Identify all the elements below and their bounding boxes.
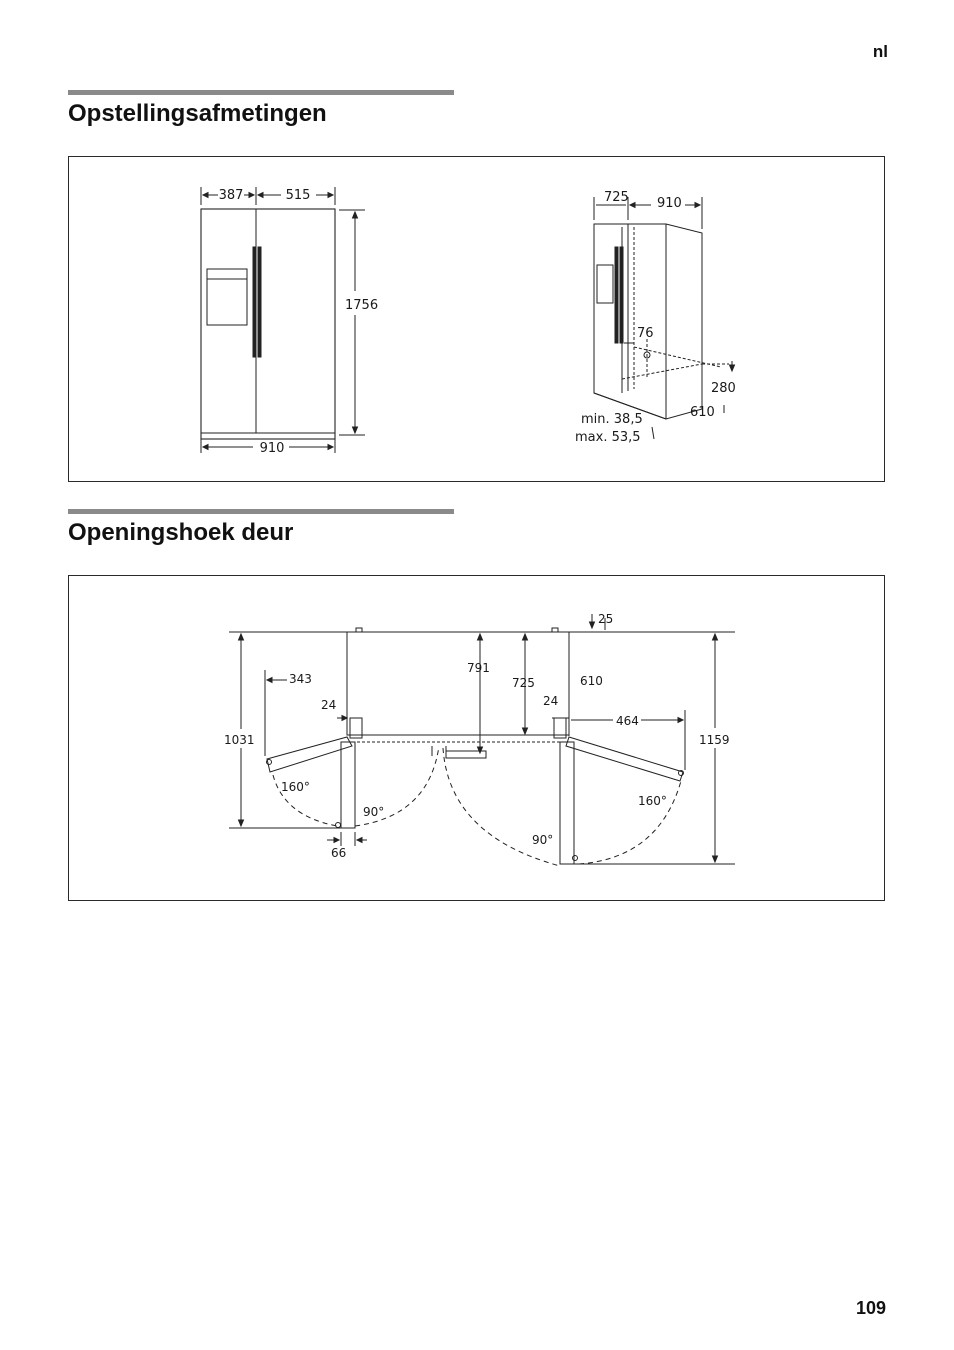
side-dim-280: 280 — [711, 381, 736, 396]
door-opening-angle-drawing — [69, 576, 886, 902]
side-dim-76: 76 — [637, 326, 654, 341]
fridge-top-view — [347, 628, 569, 758]
front-dim-1756: 1756 — [345, 298, 379, 313]
section-divider-door — [68, 509, 454, 514]
language-code: nl — [872, 42, 888, 61]
side-max-gap: max. 53,5 — [575, 430, 641, 445]
door-angle-90-left: 90° — [363, 805, 385, 819]
door-dim-1159: 1159 — [699, 733, 730, 747]
section-title-door-opening-angle: Openingshoek deur — [68, 519, 294, 546]
door-dim-610: 610 — [580, 674, 603, 688]
door-dim-464: 464 — [616, 714, 639, 728]
installation-dimensions-drawing — [69, 157, 886, 483]
front-height-dimension — [339, 210, 365, 435]
door-angle-160-right: 160° — [638, 794, 667, 808]
right-door-positions — [443, 718, 684, 866]
side-min-gap: min. 38,5 — [581, 412, 643, 427]
side-dim-725: 725 — [604, 190, 629, 205]
door-dim-791: 791 — [467, 661, 490, 675]
door-opening-angle-figure — [68, 575, 885, 901]
front-dim-387: 387 — [218, 188, 244, 203]
section-title-installation-dimensions: Opstellingsafmetingen — [68, 100, 327, 127]
side-dim-610: 610 — [690, 405, 715, 420]
fridge-front-view — [201, 209, 335, 439]
side-dim-910: 910 — [657, 196, 682, 211]
door-dim-25: 25 — [598, 612, 614, 626]
door-angle-160-left: 160° — [281, 780, 310, 794]
front-dim-515: 515 — [285, 188, 311, 203]
door-dim-66: 66 — [331, 846, 347, 860]
door-dim-1031: 1031 — [224, 733, 255, 747]
door-dim-24-left: 24 — [321, 698, 337, 712]
door-dimension-lines — [229, 614, 735, 864]
section-divider-installation — [68, 90, 454, 95]
front-dim-910: 910 — [259, 441, 285, 456]
door-angle-90-right: 90° — [532, 833, 554, 847]
page-number: 109 — [855, 1298, 886, 1318]
installation-dimensions-figure — [68, 156, 885, 482]
door-dim-24-right: 24 — [543, 694, 559, 708]
door-dim-343: 343 — [289, 672, 312, 686]
fridge-perspective-view — [594, 224, 729, 419]
door-dim-725: 725 — [512, 676, 535, 690]
